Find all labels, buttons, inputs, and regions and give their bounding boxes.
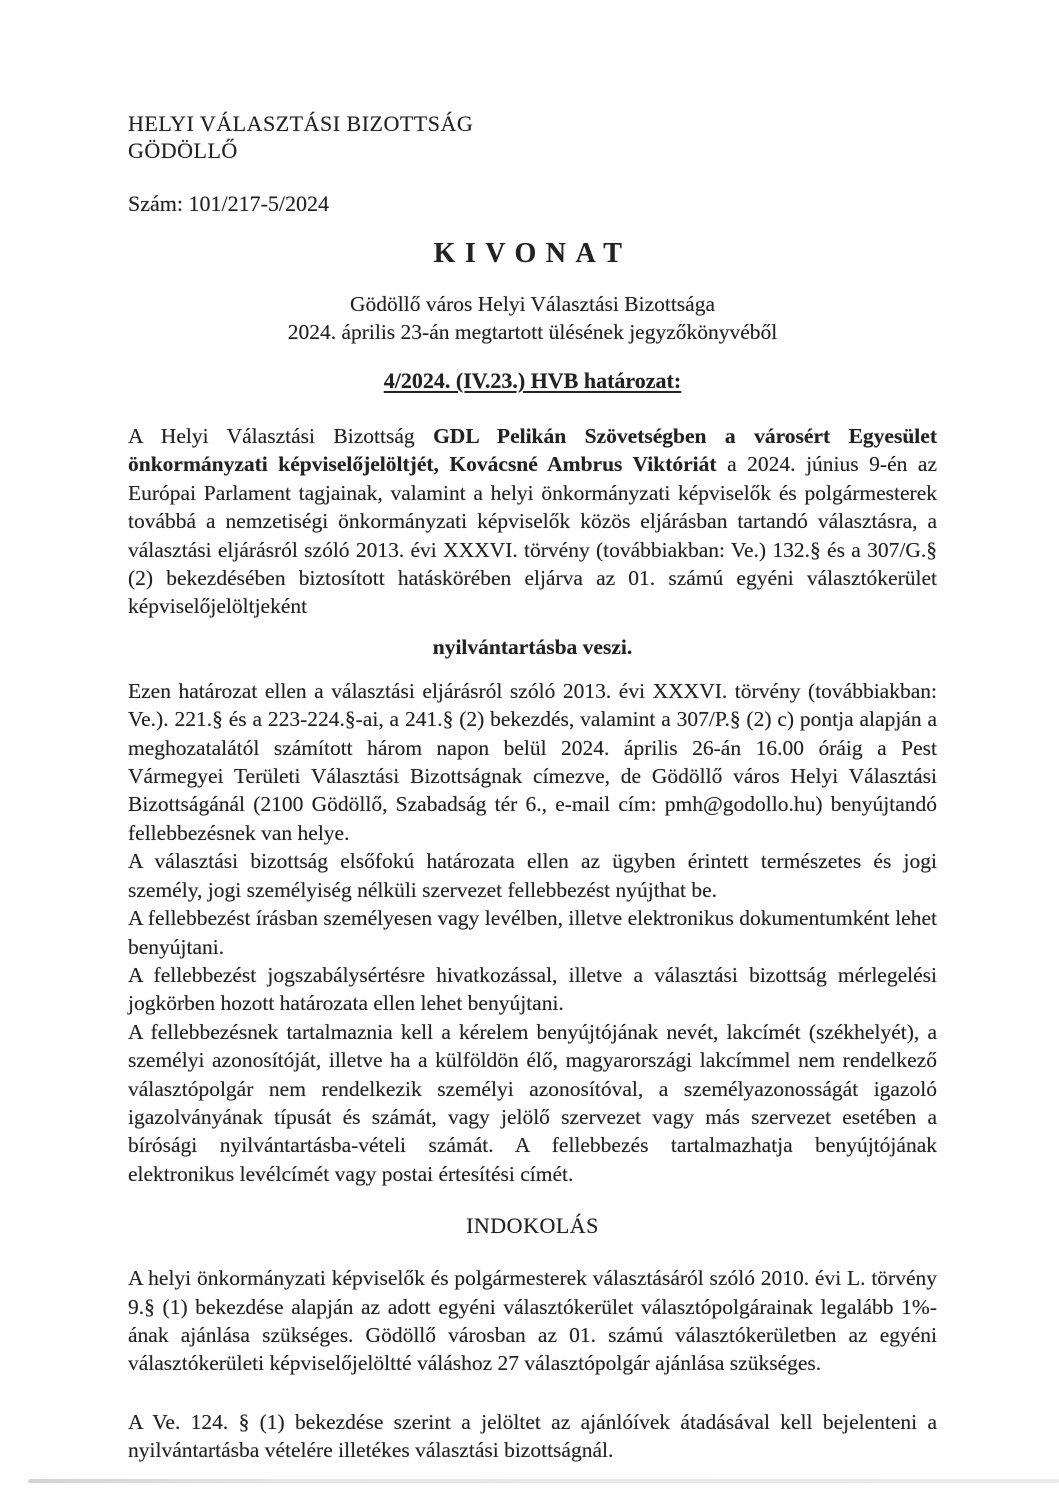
subtitle-block [128,290,937,346]
appeal-paragraph-5: A fellebbezésnek tartalmaznia kell a kérelem benyújtójának nevét, lakcímét (székhelyét), a személyi azonosítóját, illetve ha a külföldön élő, magyarországi lakcímmel nem rendelkező választópolgár nem rendelkezik személyi azonosítóval, a személyazonosságát igazoló igazolványának típusát és számát, vagy jelölő szervezet vagy más szervezet esetében a bírósági nyilvántartásba-vételi számát. A fellebbezés tartalmazhatja benyújtójának elektronikus levélcímét vagy postai értesítési címét. [128,1019,937,1186]
appeal-paragraph-4: A fellebbezést jogszabálysértésre hivatkozással, illetve a választási bizottság mérlegelési jogkörben hozott határozata ellen lehet benyújtani. [128,962,937,1016]
org-city: GÖDÖLLŐ [128,138,238,163]
org-name: HELYI VÁLASZTÁSI BIZOTTSÁG [128,111,474,136]
decision-paragraph [128,422,937,621]
candidate-bold-text: GDL Pelikán Szövetségben a városért Egyesület önkormányzati képviselőjelöltjét, Kovácsné Ambrus Viktóriát [128,424,937,477]
verdict-line: nyilvántartásba veszi. [432,634,633,659]
decision-body-text: a 2024. június 9-én az Európai Parlament tagjainak, valamint a helyi önkormányzati képviselők és polgármesterek továbbá a nemzetiségi önkormányzati képviselők közös eljárásban tartandó választásra, a választási eljárásról szóló 2013. évi XXXVI. törvény (továbbiakban: Ve.) 132.§ és a 307/G.§ (2) bekezdésében biztosított hatáskörében eljárva az 01. számú egyéni választókerület képviselőjelöltjeként [128,452,937,619]
appeal-paragraph-3: A fellebbezést írásban személyesen vagy levélben, illetve elektronikus dokumentumként lehet benyújtani. [128,906,937,959]
justification-paragraph-2: A Ve. 124. § (1) bekezdése szerint a jelöltet az ajánlóívek átadásával kell bejelenteni a nyilvántartásba vételére illetékes választási bizottságnál. [128,1409,937,1463]
decision-heading: 4/2024. (IV.23.) HVB határozat: [383,368,682,393]
case-number: Szám: 101/217-5/2024 [128,191,330,216]
justification-heading: INDOKOLÁS [466,1213,599,1239]
header-block [128,110,937,164]
scan-artifact-line [28,1479,1059,1483]
appeal-paragraph-2: A választási bizottság elsőfokú határozata ellen az ügyben érintett természetes és jogi személy, jogi személyiség nélküli szervezet fellebbezést nyújthat be. [128,849,937,902]
decision-intro-text: A Helyi Választási Bizottság [128,424,434,448]
subtitle-line-2: 2024. április 23-án megtartott ülésének jegyzőkönyvéből [287,320,778,344]
document-title: KIVONAT [433,238,632,269]
appeal-paragraph-1: Ezen határozat ellen a választási eljárásról szóló 2013. évi XXXVI. törvény (továbbiakban: Ve.). 221.§ és a 223-224.§-ai, a 241.§ (2) bekezdés, valamint a 307/P.§ (2) c) pontja alapján a meghozatalától számított három napon belül 2024. április 26-án 16.00 óráig a Pest Vármegyei Területi Választási Bizottságnak címezve, de Gödöllő város Helyi Választási Bizottságánál (2100 Gödöllő, Szabadság tér 6., e-mail cím: pmh@godollo.hu) benyújtandó fellebbezésnek van helye. [128,678,937,845]
subtitle-line-1: Gödöllő város Helyi Választási Bizottsága [349,292,716,316]
justification-paragraph-1: A helyi önkormányzati képviselők és polgármesterek választásáról szóló 2010. évi L. törvény 9.§ (1) bekezdése alapján az adott egyéni választókerület választópolgárainak legalább 1%-ának ajánlása szükséges. Gödöllő városban az 01. számú választókerületben az egyéni választókerületi képviselőjelöltté váláshoz 27 választópolgár ajánlása szükséges. [128,1266,937,1376]
